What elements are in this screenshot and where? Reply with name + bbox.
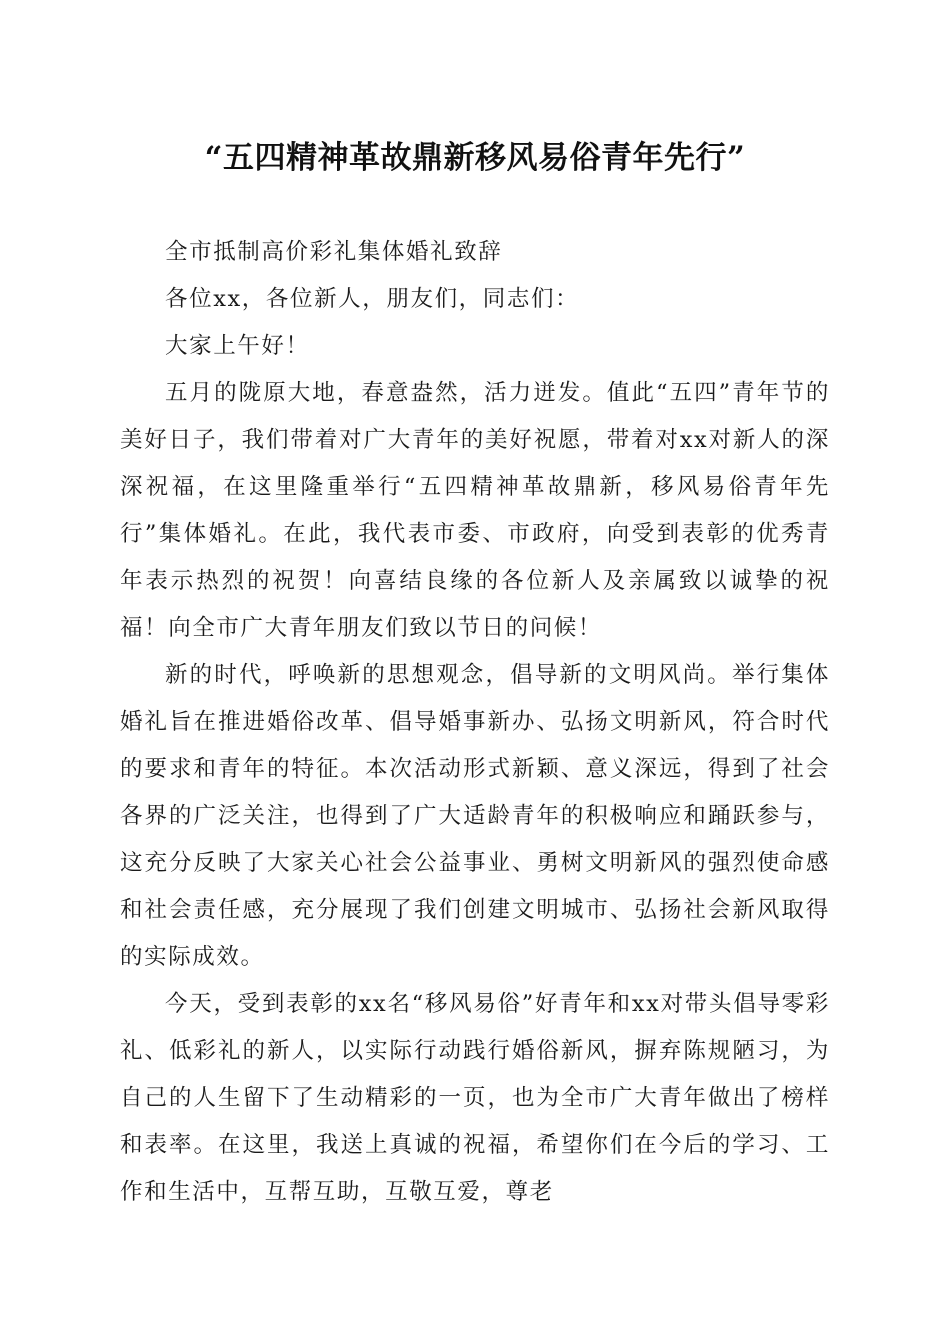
salutation-line: 各位xx，各位新人，朋友们，同志们： (165, 286, 580, 312)
document-title: “五四精神革故鼎新移风易俗青年先行” (204, 140, 746, 176)
subtitle-line: 全市抵制高价彩礼集体婚礼致辞 (165, 239, 503, 265)
greeting-line: 大家上午好！ (165, 333, 310, 359)
paragraph-today: 今天，受到表彰的xx名“移风易俗”好青年和xx对带头倡导零彩礼、低彩礼的新人，以实际行动践行婚俗新风，摒弃陈规陋习，为自己的人生留下了生动精彩的一页，也为全市广大青年做出了榜样和表率。在这里，我送上真诚的祝福，希望你们在今后的学习、工作和生活中，互帮互助，互敬互爱，尊老 (120, 991, 830, 1205)
paragraph-opening: 五月的陇原大地，春意盎然，活力迸发。值此“五四”青年节的美好日子，我们带着对广大青年的美好祝愿，带着对xx对新人的深深祝福，在这里隆重举行“五四精神革故鼎新，移风易俗青年先行”集体婚礼。在此，我代表市委、市政府，向受到表彰的优秀青年表示热烈的祝贺！向喜结良缘的各位新人及亲属致以诚挚的祝福！向全市广大青年朋友们致以节日的问候！ (120, 380, 830, 641)
document-body (120, 229, 830, 1216)
paragraph-new-era: 新的时代，呼唤新的思想观念，倡导新的文明风尚。举行集体婚礼旨在推进婚俗改革、倡导婚事新办、弘扬文明新风，符合时代的要求和青年的特征。本次活动形式新颖、意义深远，得到了社会各界的广泛关注，也得到了广大适龄青年的积极响应和踊跃参与，这充分反映了大家关心社会公益事业、勇树文明新风的强烈使命感和社会责任感，充分展现了我们创建文明城市、弘扬社会新风取得的实际成效。 (120, 662, 830, 970)
